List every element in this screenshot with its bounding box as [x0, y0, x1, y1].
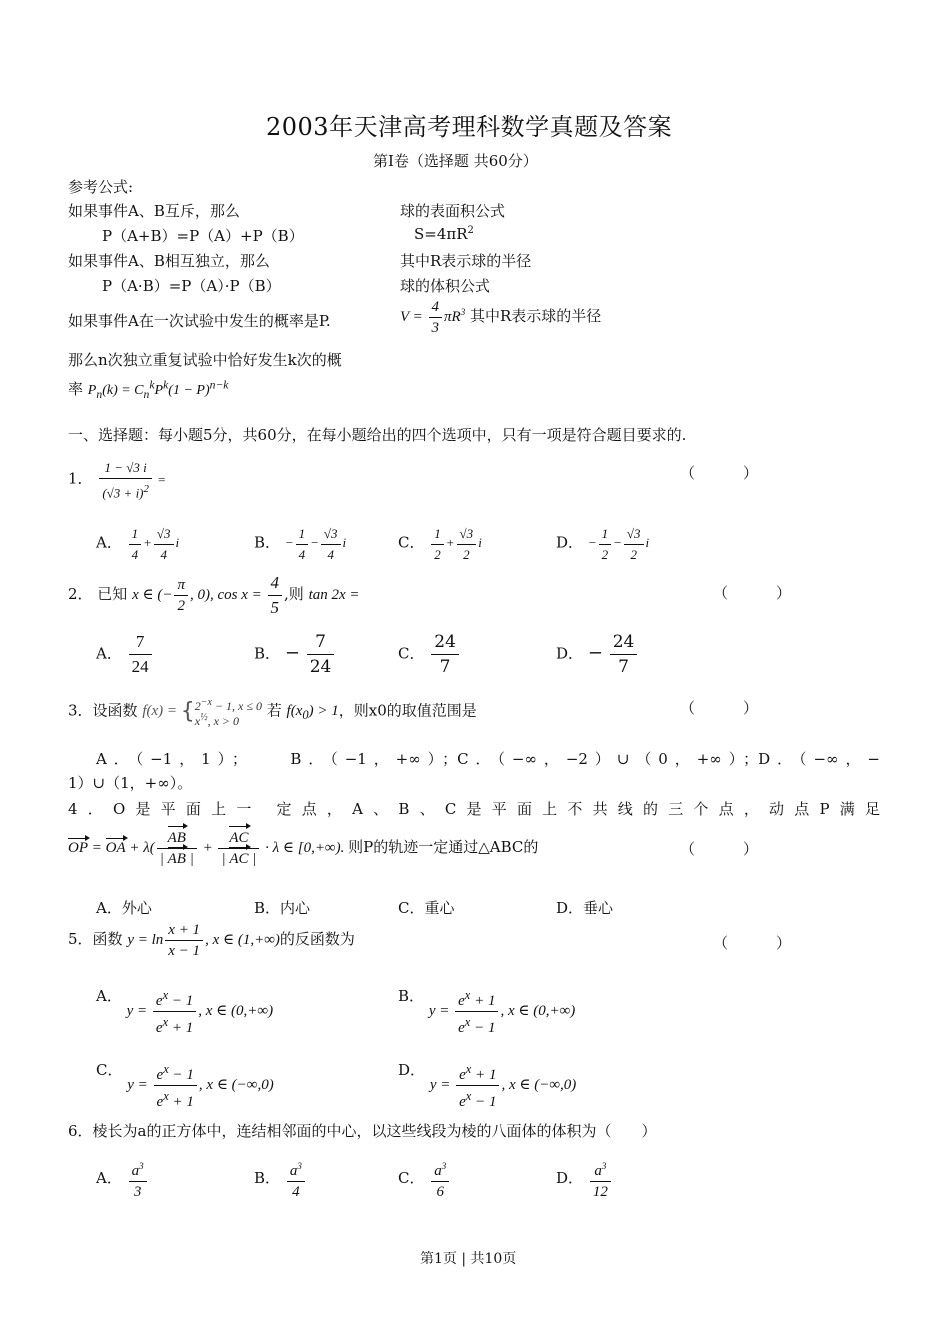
q5-option-a-label: A．	[96, 987, 122, 1005]
q6-option-a-label: A．	[96, 1169, 122, 1187]
q5-option-b[interactable]	[398, 985, 575, 1038]
q3-answer-blank[interactable]: （ ）	[680, 699, 765, 717]
q2-option-a-value: $\frac{7}{24}$	[129, 630, 152, 679]
q3-options-line2: 1）∪（1，+∞）。	[68, 774, 193, 792]
q4-option-c[interactable]: C．重心	[398, 899, 455, 917]
q4-line1: 4．O是平面上一 定点，A、B、C是平面上不共线的三个点，动点P满足	[68, 800, 880, 818]
q1-option-c-math: $\frac{1}{2}$ + $\frac{√3}{2}$ i	[429, 535, 482, 550]
q1-option-d-label: D．	[556, 533, 584, 552]
sphere-area-formula: S=4πR	[414, 225, 468, 243]
q5-tail: 的反函数为	[279, 929, 355, 948]
formula-left-6: 那么n次独立重复试验中恰好发生k次的概	[68, 351, 342, 369]
q1-option-d-math: − $\frac{1}{2}$ − $\frac{√3}{2}$ i	[587, 526, 650, 562]
q1-number: 1．	[68, 469, 93, 488]
q5-option-b-math: y = $\frac{e^x + 1}{e^x - 1}$ , x ∈ (0,+∞)	[429, 1003, 575, 1019]
q6-option-d[interactable]	[556, 1156, 613, 1202]
q4-formula	[68, 828, 538, 869]
q2-condition: x ∈ (− $\frac{\pi}{2}$ , 0), cos x = $\frac{4}{5}$	[132, 587, 284, 603]
q3-options-line1: A．（−1，1）； B．（−1，+∞）；C．（−∞，−2）∪（0，+∞）；D．（−∞，−	[96, 750, 880, 768]
volume-formula: V = $\frac{4}{3}$ $\pi R^3$	[400, 299, 466, 336]
formula-left-7	[68, 378, 228, 401]
q2-option-b-value: $\frac{7}{24}$	[307, 630, 335, 679]
q5-option-b-label: B．	[398, 987, 425, 1005]
formula-left-2: P（A+B）=P（A）+P（B）	[102, 227, 304, 245]
formula-right-2	[414, 225, 474, 243]
formula-right-4: 球的体积公式	[400, 277, 491, 295]
q2-option-b[interactable]	[254, 630, 336, 679]
formula-right-3: 其中R表示球的半径	[400, 252, 532, 270]
page-title: 2003年天津高考理科数学真题及答案	[266, 113, 673, 141]
q2-option-b-label: B．	[254, 644, 281, 663]
q2-option-c-value: $\frac{24}{7}$	[431, 630, 459, 679]
q2-prefix: 2． 已知	[68, 584, 128, 603]
q5-function: y = ln $\frac{x + 1}{x - 1}$ , x ∈ (1,+∞)	[127, 922, 280, 959]
q5-option-d-label: D．	[398, 1061, 426, 1079]
q6-option-a-value: $\frac{a^3}{3}$	[129, 1156, 147, 1202]
q5-option-c-label: C．	[96, 1061, 123, 1079]
q6-option-a[interactable]	[96, 1156, 149, 1202]
q3-piecewise: $f(x) = \{2^{-x} - 1$, x ≤ 0 $x^{\frac{1}{2}}$, x > 0	[142, 697, 262, 728]
q1-option-d[interactable]	[556, 524, 649, 565]
q5-option-d-math: y = $\frac{e^x + 1}{e^x - 1}$ , x ∈ (−∞,0)	[430, 1077, 576, 1093]
q5-answer-blank[interactable]: （ ）	[713, 934, 798, 952]
page-subtitle: 第Ⅰ卷（选择题 共60分）	[373, 152, 538, 170]
formula-left-3: 如果事件A、B相互独立，那么	[68, 252, 270, 270]
q5-prefix: 5．函数	[68, 929, 123, 948]
q4-vector-equation: OP = OA + λ( $\frac{AB}{| AB |}$ + $\frac{AC}{| AC |}$ · λ ∈ [0,+∞).	[68, 830, 349, 867]
q6-option-b[interactable]	[254, 1156, 307, 1202]
q5-option-d[interactable]	[398, 1059, 576, 1112]
q4-option-b[interactable]: B．内心	[254, 899, 311, 917]
q3-tail: ，则x0的取值范围是	[338, 701, 477, 720]
section-heading: 一、选择题：每小题5分，共60分，在每小题给出的四个选项中，只有一项是符合题目要求的.	[68, 426, 687, 444]
q1-option-b[interactable]	[254, 524, 346, 565]
q6-option-c[interactable]	[398, 1156, 451, 1202]
q6-option-d-label: D．	[556, 1169, 584, 1187]
q3-condition: $f(x_0) > 1$	[286, 703, 339, 723]
q3-if: 若	[266, 701, 282, 720]
q2-option-d-sign: −	[587, 642, 603, 664]
q2-stem	[68, 571, 360, 620]
q4-tail: 则P的轨迹一定通过△ABC的	[348, 837, 539, 856]
q1-option-c-label: C．	[398, 533, 425, 552]
q2-answer-blank[interactable]: （ ）	[713, 584, 798, 602]
q6-option-d-value: $\frac{a^3}{12}$	[590, 1156, 611, 1202]
q2-option-d[interactable]	[556, 630, 639, 679]
page-footer: 第1页 | 共10页	[420, 1251, 517, 1267]
q1-option-a[interactable]	[96, 524, 179, 565]
q6-option-c-label: C．	[398, 1169, 425, 1187]
q1-option-a-math: $\frac{1}{4}$ + $\frac{√3}{4}$ i	[127, 535, 180, 550]
q3-stem	[68, 697, 477, 727]
q1-stem	[68, 458, 166, 503]
binomial-formula: $P_n(k) = C_n^kP^k(1 - P)^{n-k}$	[87, 378, 229, 401]
formulas-heading: 参考公式:	[68, 178, 134, 196]
q6-stem: 6．棱长为a的正方体中，连结相邻面的中心，以这些线段为棱的八面体的体积为（ ）	[68, 1122, 657, 1140]
formula-left-5: 如果事件A在一次试验中发生的概率是P.	[68, 312, 331, 330]
q5-option-a-math: y = $\frac{e^x - 1}{e^x + 1}$ , x ∈ (0,+∞)	[127, 1003, 273, 1019]
formula-left-1: 如果事件A、B互斥，那么	[68, 202, 240, 220]
q4-option-d[interactable]: D．垂心	[556, 899, 614, 917]
sphere-area-exp: 2	[467, 225, 474, 236]
q3-prefix: 3．设函数	[68, 701, 138, 720]
q2-option-a[interactable]	[96, 630, 154, 679]
q2-target: tan 2x =	[308, 586, 360, 603]
formula-left-4: P（A·B）=P（A）·P（B）	[102, 277, 281, 295]
q1-answer-blank[interactable]: （ ）	[680, 464, 765, 482]
q1-option-c[interactable]	[398, 524, 482, 565]
q4-answer-blank[interactable]: （ ）	[680, 840, 765, 858]
formula-right-5	[400, 297, 601, 338]
volume-note: 其中R表示球的半径	[469, 306, 602, 325]
q1-expression: $\frac{1 - √3 i}{(√3 + i)^2}$ =	[97, 472, 166, 487]
q6-option-b-value: $\frac{a^3}{4}$	[287, 1156, 305, 1202]
q2-option-a-label: A．	[96, 644, 122, 663]
q4-option-a[interactable]: A．外心	[96, 899, 152, 917]
q2-option-b-sign: −	[284, 642, 300, 664]
q5-option-c[interactable]	[96, 1059, 274, 1112]
formula-right-1: 球的表面积公式	[400, 202, 506, 220]
q2-then: ,则	[284, 584, 304, 603]
q1-option-b-math: − $\frac{1}{4}$ − $\frac{√3}{4}$ i	[284, 526, 347, 562]
q2-option-c[interactable]	[398, 630, 461, 679]
q6-option-c-value: $\frac{a^3}{6}$	[431, 1156, 449, 1202]
q2-option-c-label: C．	[398, 644, 425, 663]
q1-option-a-label: A．	[96, 533, 122, 552]
q1-option-b-label: B．	[254, 533, 281, 552]
q5-option-a[interactable]	[96, 985, 273, 1038]
q2-option-d-value: $\frac{24}{7}$	[610, 630, 638, 679]
q6-option-b-label: B．	[254, 1169, 281, 1187]
q5-stem	[68, 920, 355, 961]
q2-option-d-label: D．	[556, 644, 584, 663]
q5-option-c-math: y = $\frac{e^x - 1}{e^x + 1}$ , x ∈ (−∞,0)	[127, 1077, 273, 1093]
formula-left-7-text: 率	[68, 380, 84, 398]
